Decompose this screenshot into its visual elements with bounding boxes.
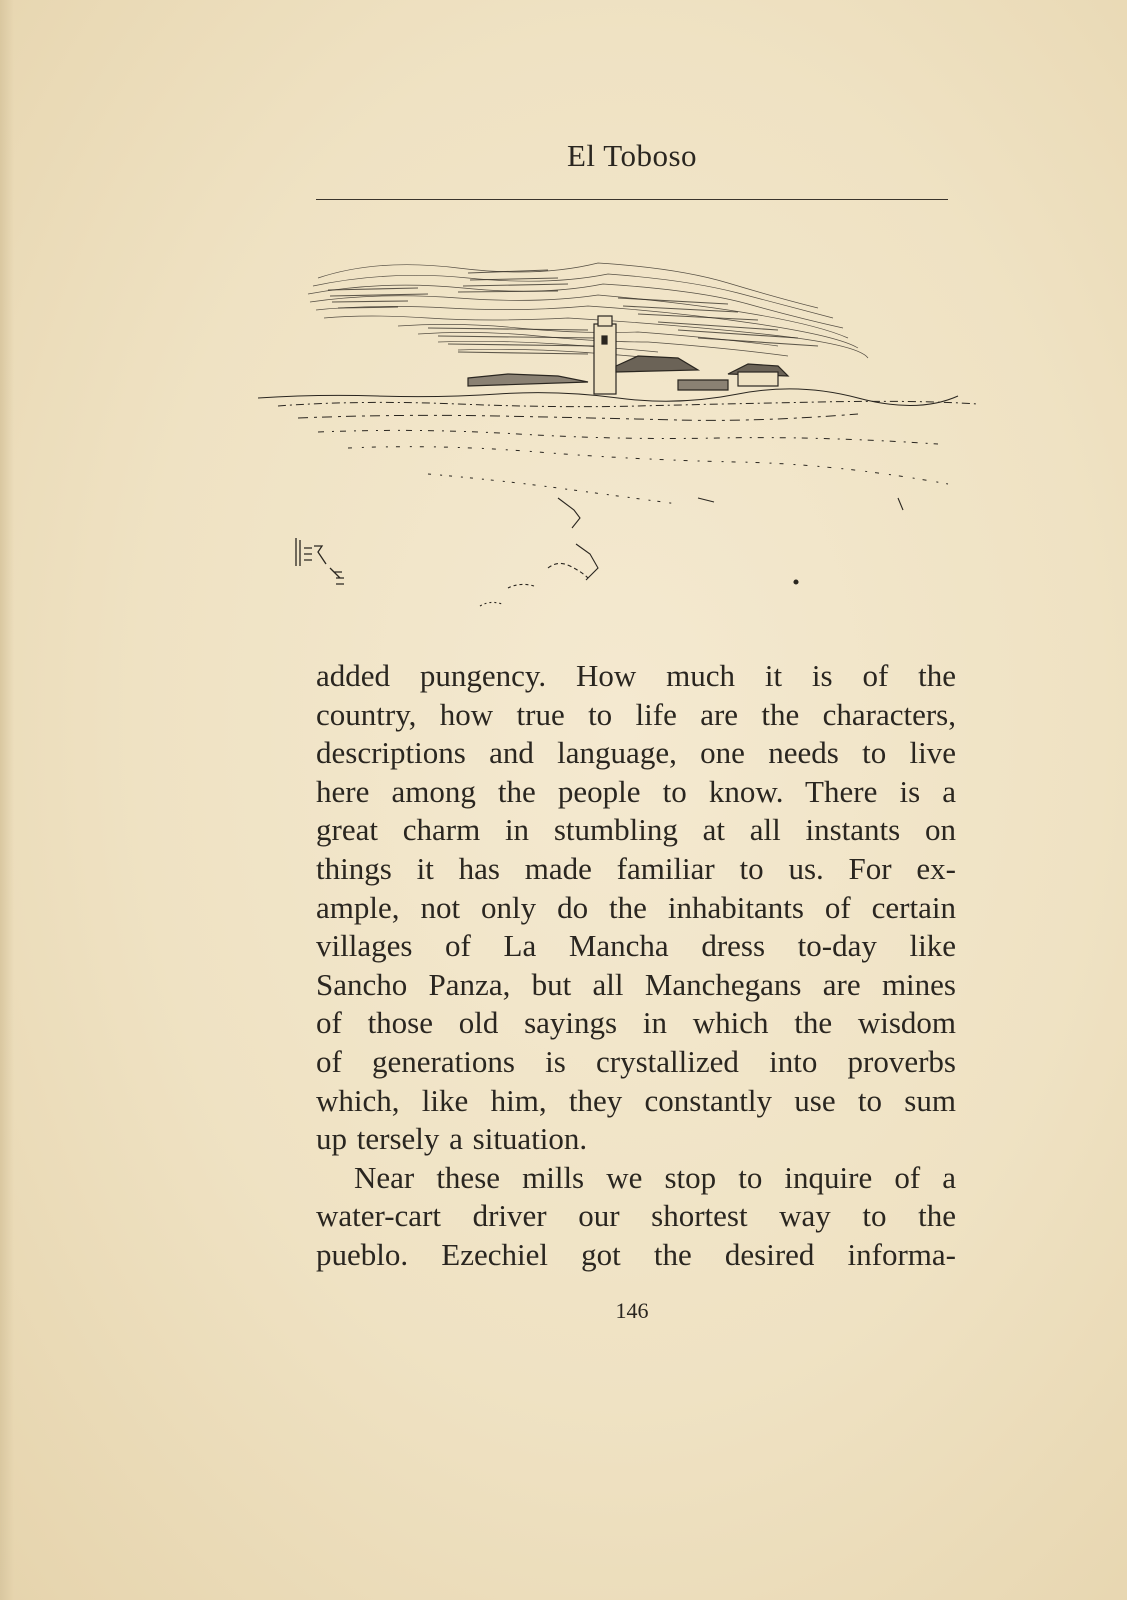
text-line: of generations is crystallized into proverbs bbox=[316, 1043, 956, 1079]
body-text bbox=[316, 657, 956, 1275]
town-landscape-illustration-icon bbox=[258, 248, 1018, 638]
page-edge-shadow bbox=[0, 0, 14, 1600]
text-line: Sancho Panza, but all Manchegans are mines bbox=[316, 966, 956, 1002]
text-line: here among the people to know. There is a bbox=[316, 773, 956, 809]
text-line: which, like him, they constantly use to sum bbox=[316, 1082, 956, 1118]
horizon-lines bbox=[258, 389, 978, 504]
cloud-dense-hatching bbox=[328, 270, 818, 354]
text-line: things it has made familiar to us. For ex- bbox=[316, 850, 956, 886]
text-line: ample, not only do the inhabitants of certain bbox=[316, 889, 956, 925]
text-line: country, how true to life are the characters, bbox=[316, 696, 956, 732]
text-line: descriptions and language, one needs to live bbox=[316, 735, 956, 771]
text-line: villages of La Mancha dress to-day like bbox=[316, 928, 956, 964]
foreground-marks bbox=[480, 498, 903, 606]
text-line: up tersely a situation. bbox=[316, 1121, 588, 1157]
text-line: of those old sayings in which the wisdom bbox=[316, 1005, 956, 1041]
text-line: Near these mills we stop to inquire of a bbox=[354, 1159, 956, 1195]
page-number: 146 bbox=[615, 1298, 649, 1323]
text-line: water-cart driver our shortest way to the bbox=[316, 1198, 956, 1234]
text-line: pueblo. Ezechiel got the desired informa- bbox=[316, 1236, 956, 1272]
text-line: added pungency. How much it is of the bbox=[316, 658, 956, 693]
head-rule bbox=[316, 199, 948, 200]
text-line: great charm in stumbling at all instants on bbox=[316, 812, 956, 848]
running-head: El Toboso bbox=[566, 138, 698, 173]
artist-signature bbox=[296, 538, 344, 584]
